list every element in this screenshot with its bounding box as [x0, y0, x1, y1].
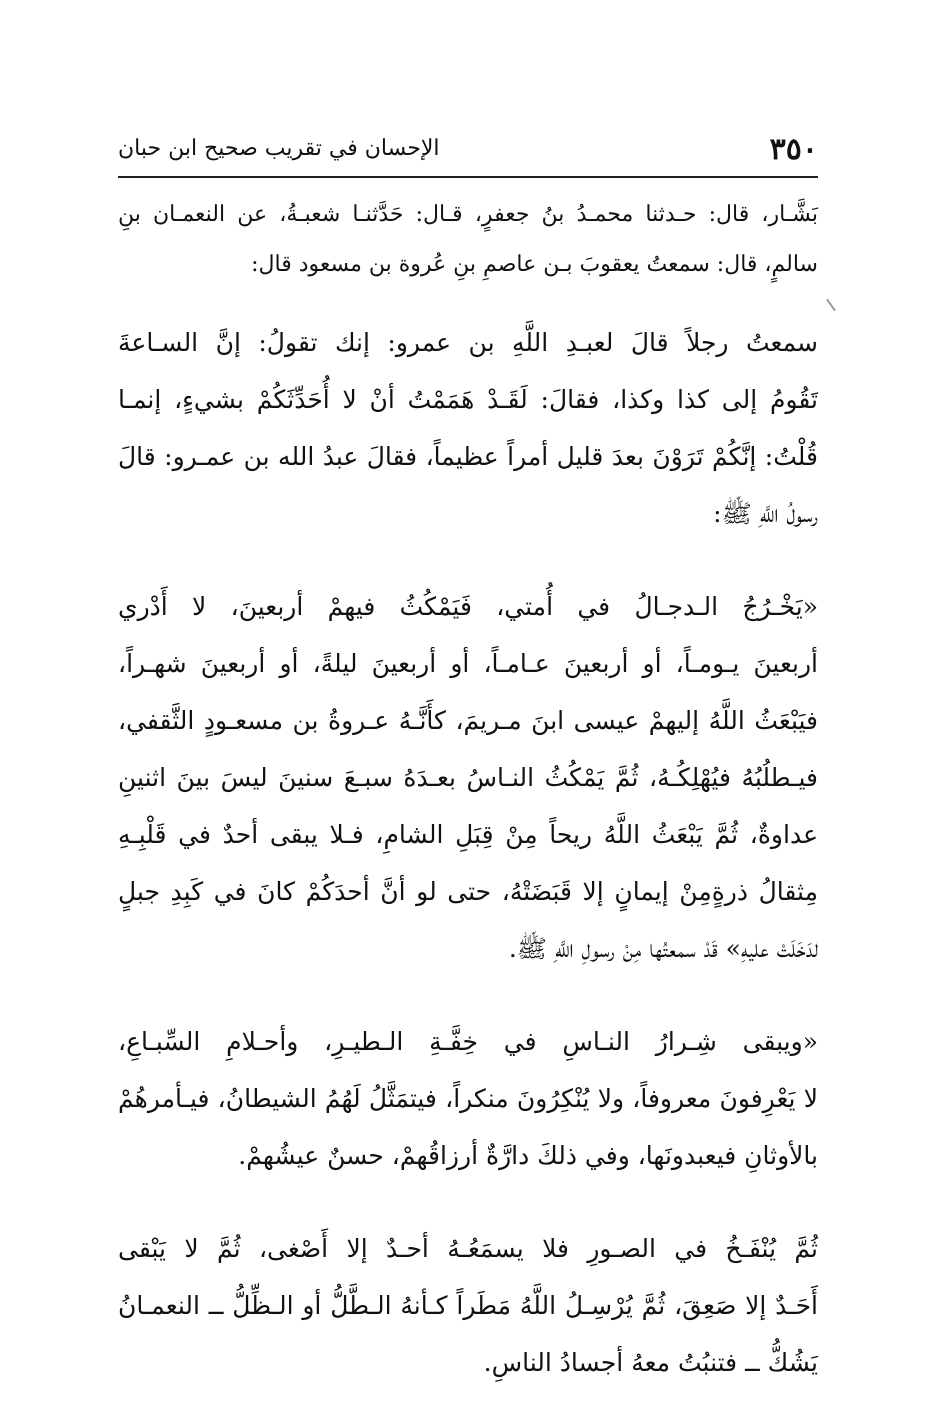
- running-title: الإحسان في تقريب صحيح ابن حبان: [118, 136, 440, 161]
- text-line: مِثقالُ ذرةٍمِنْ إيمانٍ إلا قَبَضَتْهُ، حتى لو أنَّ أحدَكُمْ كانَ في كَبِدِ جبلٍ: [118, 877, 818, 906]
- text-line: سمعتُ رجلاً قالَ لعبـدِ اللَّهِ بن عمرو: إنك تقولُ: إنَّ السـاعةَ: [118, 328, 818, 357]
- page-header: [118, 128, 818, 172]
- paragraph-3: [118, 1013, 818, 1184]
- paragraph-4: [118, 1220, 818, 1391]
- text-line: ثُمَّ يُنْفَـخُ في الصـورِ فلا يسمَعُـهُ أحـدٌ إلا أَصْغى، ثُمَّ لا يَبْقى: [118, 1234, 818, 1263]
- text-line: رسولُ اللَّهِ ﷺ:: [713, 499, 818, 528]
- page-body: [118, 190, 818, 1427]
- text-line: فيَبْعَثُ اللَّهُ إليهمْ عيسى ابنَ مـريمَ، كأَنَّـهُ عـروةُ بن مسعـودٍ الثَّقفي،: [118, 706, 818, 735]
- text-line: «ويبقى شِـرارُ النـاسِ في خِفَّـةِ الـطيـرِ، وأحـلامِ السِّبـاعِ،: [118, 1027, 818, 1056]
- text-line: بَشَّـار، قال: حـدثنا محمـدُ بنُ جعفرٍ، قـال: حَدَّثنـا شعبـةُ، عن النعمـان بنِ: [118, 202, 818, 227]
- isnad-paragraph: [118, 190, 818, 290]
- paragraph-1: [118, 314, 818, 542]
- text-line: بالأوثانِ فيعبدونَها، وفي ذلكَ دارَّةٌ أرزاقُهمْ، حسنٌ عيشُهمْ.: [238, 1141, 818, 1170]
- paragraph-2: [118, 578, 818, 977]
- text-line: عداوةٌ، ثُمَّ يَبْعَثُ اللَّهُ ريحاً مِنْ قِبَلِ الشامِ، فـلا يبقى أحدٌ في قَلْبِـهِ: [118, 820, 818, 849]
- text-line: قُلْتُ: إنَّكُمْ تَرَوْنَ بعدَ قليل أمراً عظيماً، فقالَ عبدُ الله بن عمـرو: قالَ: [118, 442, 818, 471]
- text-line: سالمٍ، قال: سمعتُ يعقوبَ بـن عاصمِ بنِ عُروة بن مسعود قال:: [251, 252, 818, 277]
- text-line: لا يَعْرِفونَ معروفاً، ولا يُنْكِرُونَ منكراً، فيتمَثَّلُ لَهُمُ الشيطانُ، فيـأمرهُمْ: [118, 1084, 818, 1113]
- page-number: ٣٥٠: [769, 132, 818, 167]
- text-line: أَحَـدٌ إلا صَعِقَ، ثُمَّ يُرْسِـلُ اللَّهُ مَطَراً كـأنهُ الـطَّلُّ أو الـظِّلُّ ــ النعمـانُ: [118, 1291, 818, 1320]
- text-line: أربعينَ يـومـاً، أو أربعينَ عـامـاً، أو أربعينَ ليلةً، أو أربعينَ شهـراً،: [118, 649, 818, 678]
- text-line: فيـطلُبُهُ فيُهْلِكُـهُ، ثُمَّ يَمْكُثُ النـاسُ بعـدَهُ سبـعَ سنينَ ليسَ بينَ اثنينِ: [118, 763, 818, 792]
- text-line: لدَخَلَتْ عليهِ» قَدْ سمعتُها مِنْ رسولِ اللَّهِ ﷺ.: [508, 934, 818, 963]
- margin-mark: [826, 299, 836, 312]
- text-line: يَشُكُّ ــ فتنبُتُ معهُ أجسادُ الناسِ.: [483, 1348, 818, 1377]
- text-line: «يَخْـرُجُ الـدجـالُ في أُمتي، فَيَمْكُثُ فيهمْ أربعينَ، لا أَدْري: [118, 592, 818, 621]
- header-divider: [118, 176, 818, 178]
- text-line: تَقُومُ إلى كذا وكذا، فقالَ: لَقَـدْ هَمَمْتُ أنْ لا أُحَدِّثَكُمْ بشيءٍ، إنمـا: [118, 385, 818, 414]
